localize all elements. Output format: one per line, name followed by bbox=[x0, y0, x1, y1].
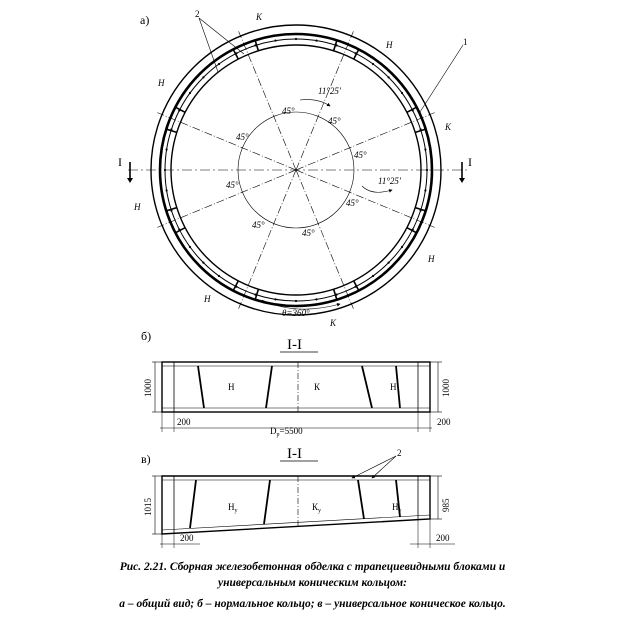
bolt-dot bbox=[166, 148, 168, 150]
block-joint bbox=[362, 366, 372, 408]
normal-ring-section bbox=[141, 329, 451, 438]
block-joint bbox=[266, 366, 272, 408]
radial-joint-line bbox=[296, 113, 435, 170]
angle-45-label: 45° bbox=[282, 106, 295, 116]
radial-joint-line bbox=[157, 113, 296, 170]
dim-diameter: $D_p=5500$ bbox=[270, 426, 303, 438]
bolt-dot bbox=[218, 63, 220, 65]
view-a-label: а) bbox=[140, 13, 150, 27]
leader-2a bbox=[352, 456, 396, 478]
dim-left: 1015 bbox=[143, 498, 153, 516]
block-ky: $К_у$ bbox=[312, 502, 322, 514]
leader-2a bbox=[199, 18, 218, 72]
bolt-dot bbox=[274, 40, 276, 42]
label-k-top: K bbox=[256, 12, 263, 22]
block-h-left: Н bbox=[228, 382, 235, 392]
label-h-left: Н bbox=[134, 202, 141, 212]
bolt-dot bbox=[424, 189, 426, 191]
dim-height-left: 1000 bbox=[143, 379, 153, 397]
section-label-left: I bbox=[118, 155, 122, 169]
dim-width-left: 200 bbox=[180, 533, 194, 543]
dim-height-right: 1000 bbox=[441, 379, 451, 397]
bolt-dot bbox=[315, 40, 317, 42]
theta-label: θ=360° bbox=[282, 308, 310, 318]
radial-joint-line bbox=[239, 170, 296, 309]
angle-45-label: 45° bbox=[252, 220, 265, 230]
bolt-dot bbox=[218, 275, 220, 277]
block-joint bbox=[198, 366, 204, 408]
bolt-dot bbox=[388, 76, 390, 78]
bolt-dot bbox=[426, 169, 428, 171]
section-label-right: I bbox=[468, 155, 472, 169]
bolt-dot bbox=[401, 92, 403, 94]
bolt-dot bbox=[424, 148, 426, 150]
section-arrow-left bbox=[127, 178, 133, 183]
section-arrow-right bbox=[459, 178, 465, 183]
angle-45-label: 45° bbox=[328, 116, 341, 126]
caption-line-2: универсальным коническим кольцом: bbox=[218, 577, 407, 589]
angle-45-label: 45° bbox=[226, 180, 239, 190]
block-joint bbox=[264, 480, 270, 524]
bolt-dot bbox=[388, 262, 390, 264]
conical-section-outline bbox=[162, 476, 430, 534]
bolt-dot bbox=[202, 262, 204, 264]
radial-joint-line bbox=[296, 170, 435, 227]
radial-joint-line bbox=[296, 170, 353, 309]
label-h-top-right: Н bbox=[386, 40, 393, 50]
bolt-dot bbox=[372, 63, 374, 65]
bolt-dot bbox=[401, 246, 403, 248]
label-h-bottom-left: Н bbox=[204, 294, 211, 304]
view-c-label: в) bbox=[141, 452, 151, 466]
view-c-section-title: I-I bbox=[287, 446, 302, 462]
block-k: К bbox=[314, 382, 321, 392]
label-k-right: K bbox=[445, 122, 452, 132]
radial-joint-line bbox=[157, 170, 296, 227]
angle-45-label: 45° bbox=[346, 198, 359, 208]
dim-width-right: 200 bbox=[437, 417, 451, 427]
leader-2b bbox=[199, 18, 244, 54]
label-h-bottom-right: Н bbox=[428, 254, 435, 264]
angle-45-label: 45° bbox=[354, 150, 367, 160]
angle-11-lower: 11°25' bbox=[378, 176, 401, 186]
dim-width-right: 200 bbox=[436, 533, 450, 543]
bolt-dot bbox=[372, 275, 374, 277]
angle-45-label: 45° bbox=[236, 132, 249, 142]
conical-ring-section bbox=[141, 446, 455, 548]
block-joint bbox=[358, 480, 364, 519]
bolt-dot bbox=[189, 246, 191, 248]
ring-plan-view bbox=[118, 9, 472, 328]
leader-2b bbox=[372, 456, 396, 478]
bolt-dot bbox=[295, 300, 297, 302]
dim-width-left: 200 bbox=[177, 417, 191, 427]
leader-1 bbox=[420, 45, 463, 112]
bolt-dot bbox=[166, 189, 168, 191]
callout-1: 1 bbox=[463, 37, 468, 47]
block-hy-right: $Н_у$ bbox=[392, 502, 402, 514]
radial-joint-line bbox=[296, 31, 353, 170]
inner-line-bottom bbox=[162, 515, 430, 530]
callout-2: 2 bbox=[195, 9, 200, 19]
block-h-right: Н bbox=[390, 382, 397, 392]
angle-11-upper: 11°25' bbox=[318, 86, 341, 96]
radial-joint-line bbox=[239, 31, 296, 170]
bolt-dot bbox=[189, 92, 191, 94]
angle-arc-upper bbox=[300, 100, 330, 106]
bolt-dot bbox=[274, 298, 276, 300]
bolt-dot bbox=[315, 298, 317, 300]
block-hy-left: $Н_у$ bbox=[228, 502, 238, 514]
view-b-label: б) bbox=[141, 329, 152, 343]
label-h-top-left: Н bbox=[158, 78, 165, 88]
callout-2: 2 bbox=[397, 448, 402, 458]
label-k-bottom: K bbox=[330, 318, 337, 328]
dim-right: 985 bbox=[441, 498, 451, 512]
bolt-dot bbox=[295, 38, 297, 40]
bolt-dot bbox=[202, 76, 204, 78]
caption-line-1: Рис. 2.21. Сборная железобетонная обделка с трапециевидными блоками и bbox=[119, 561, 506, 573]
angle-45-label: 45° bbox=[302, 228, 315, 238]
caption-line-3: а – общий вид; б – нормальное кольцо; в – универсальное коническое кольцо. bbox=[119, 598, 506, 610]
block-joint bbox=[396, 366, 400, 408]
block-joint bbox=[190, 480, 196, 528]
angle-arc-lower bbox=[362, 186, 392, 192]
view-b-section-title: I-I bbox=[287, 337, 302, 353]
